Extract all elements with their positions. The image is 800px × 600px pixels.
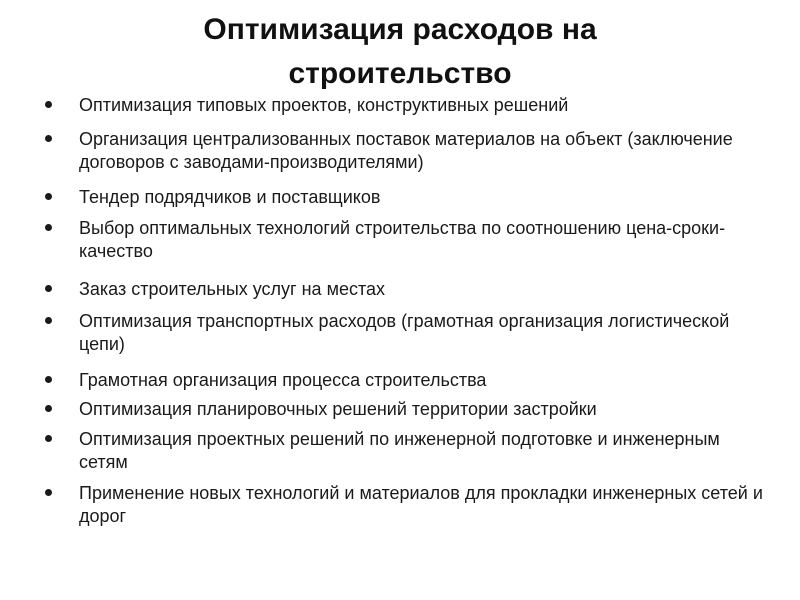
slide-title: Оптимизация расходов на строительство — [203, 13, 597, 90]
bullet-icon — [45, 405, 52, 412]
list-item-text: Оптимизация транспортных расходов (грамотная организация логистической цепи) — [79, 311, 730, 354]
bullet-icon — [45, 435, 52, 442]
list-item-text: Оптимизация планировочных решений территории застройки — [79, 399, 597, 419]
list-item-text: Тендер подрядчиков и поставщиков — [79, 187, 381, 207]
list-item-text: Грамотная организация процесса строительства — [79, 370, 487, 390]
list-item-text: Выбор оптимальных технологий строительства по соотношению цена-сроки-качество — [79, 218, 726, 261]
bullet-icon — [45, 376, 52, 383]
list-item-text: Оптимизация проектных решений по инженерной подготовке и инженерным сетям — [79, 429, 720, 472]
list-item-text: Организация централизованных поставок материалов на объект (заключение договоров с заводами-производителями) — [79, 129, 733, 172]
list-item-text: Применение новых технологий и материалов для прокладки инженерных сетей и дорог — [79, 483, 763, 526]
bullet-icon — [45, 193, 52, 200]
bullet-icon — [45, 101, 52, 108]
list-item-text: Заказ строительных услуг на местах — [79, 279, 386, 299]
bullet-icon — [45, 489, 52, 496]
bullet-icon — [45, 135, 52, 142]
list-item-text: Оптимизация типовых проектов, конструктивных решений — [79, 95, 569, 115]
bullet-icon — [45, 285, 52, 292]
bullet-icon — [45, 224, 52, 231]
bullet-icon — [45, 317, 52, 324]
